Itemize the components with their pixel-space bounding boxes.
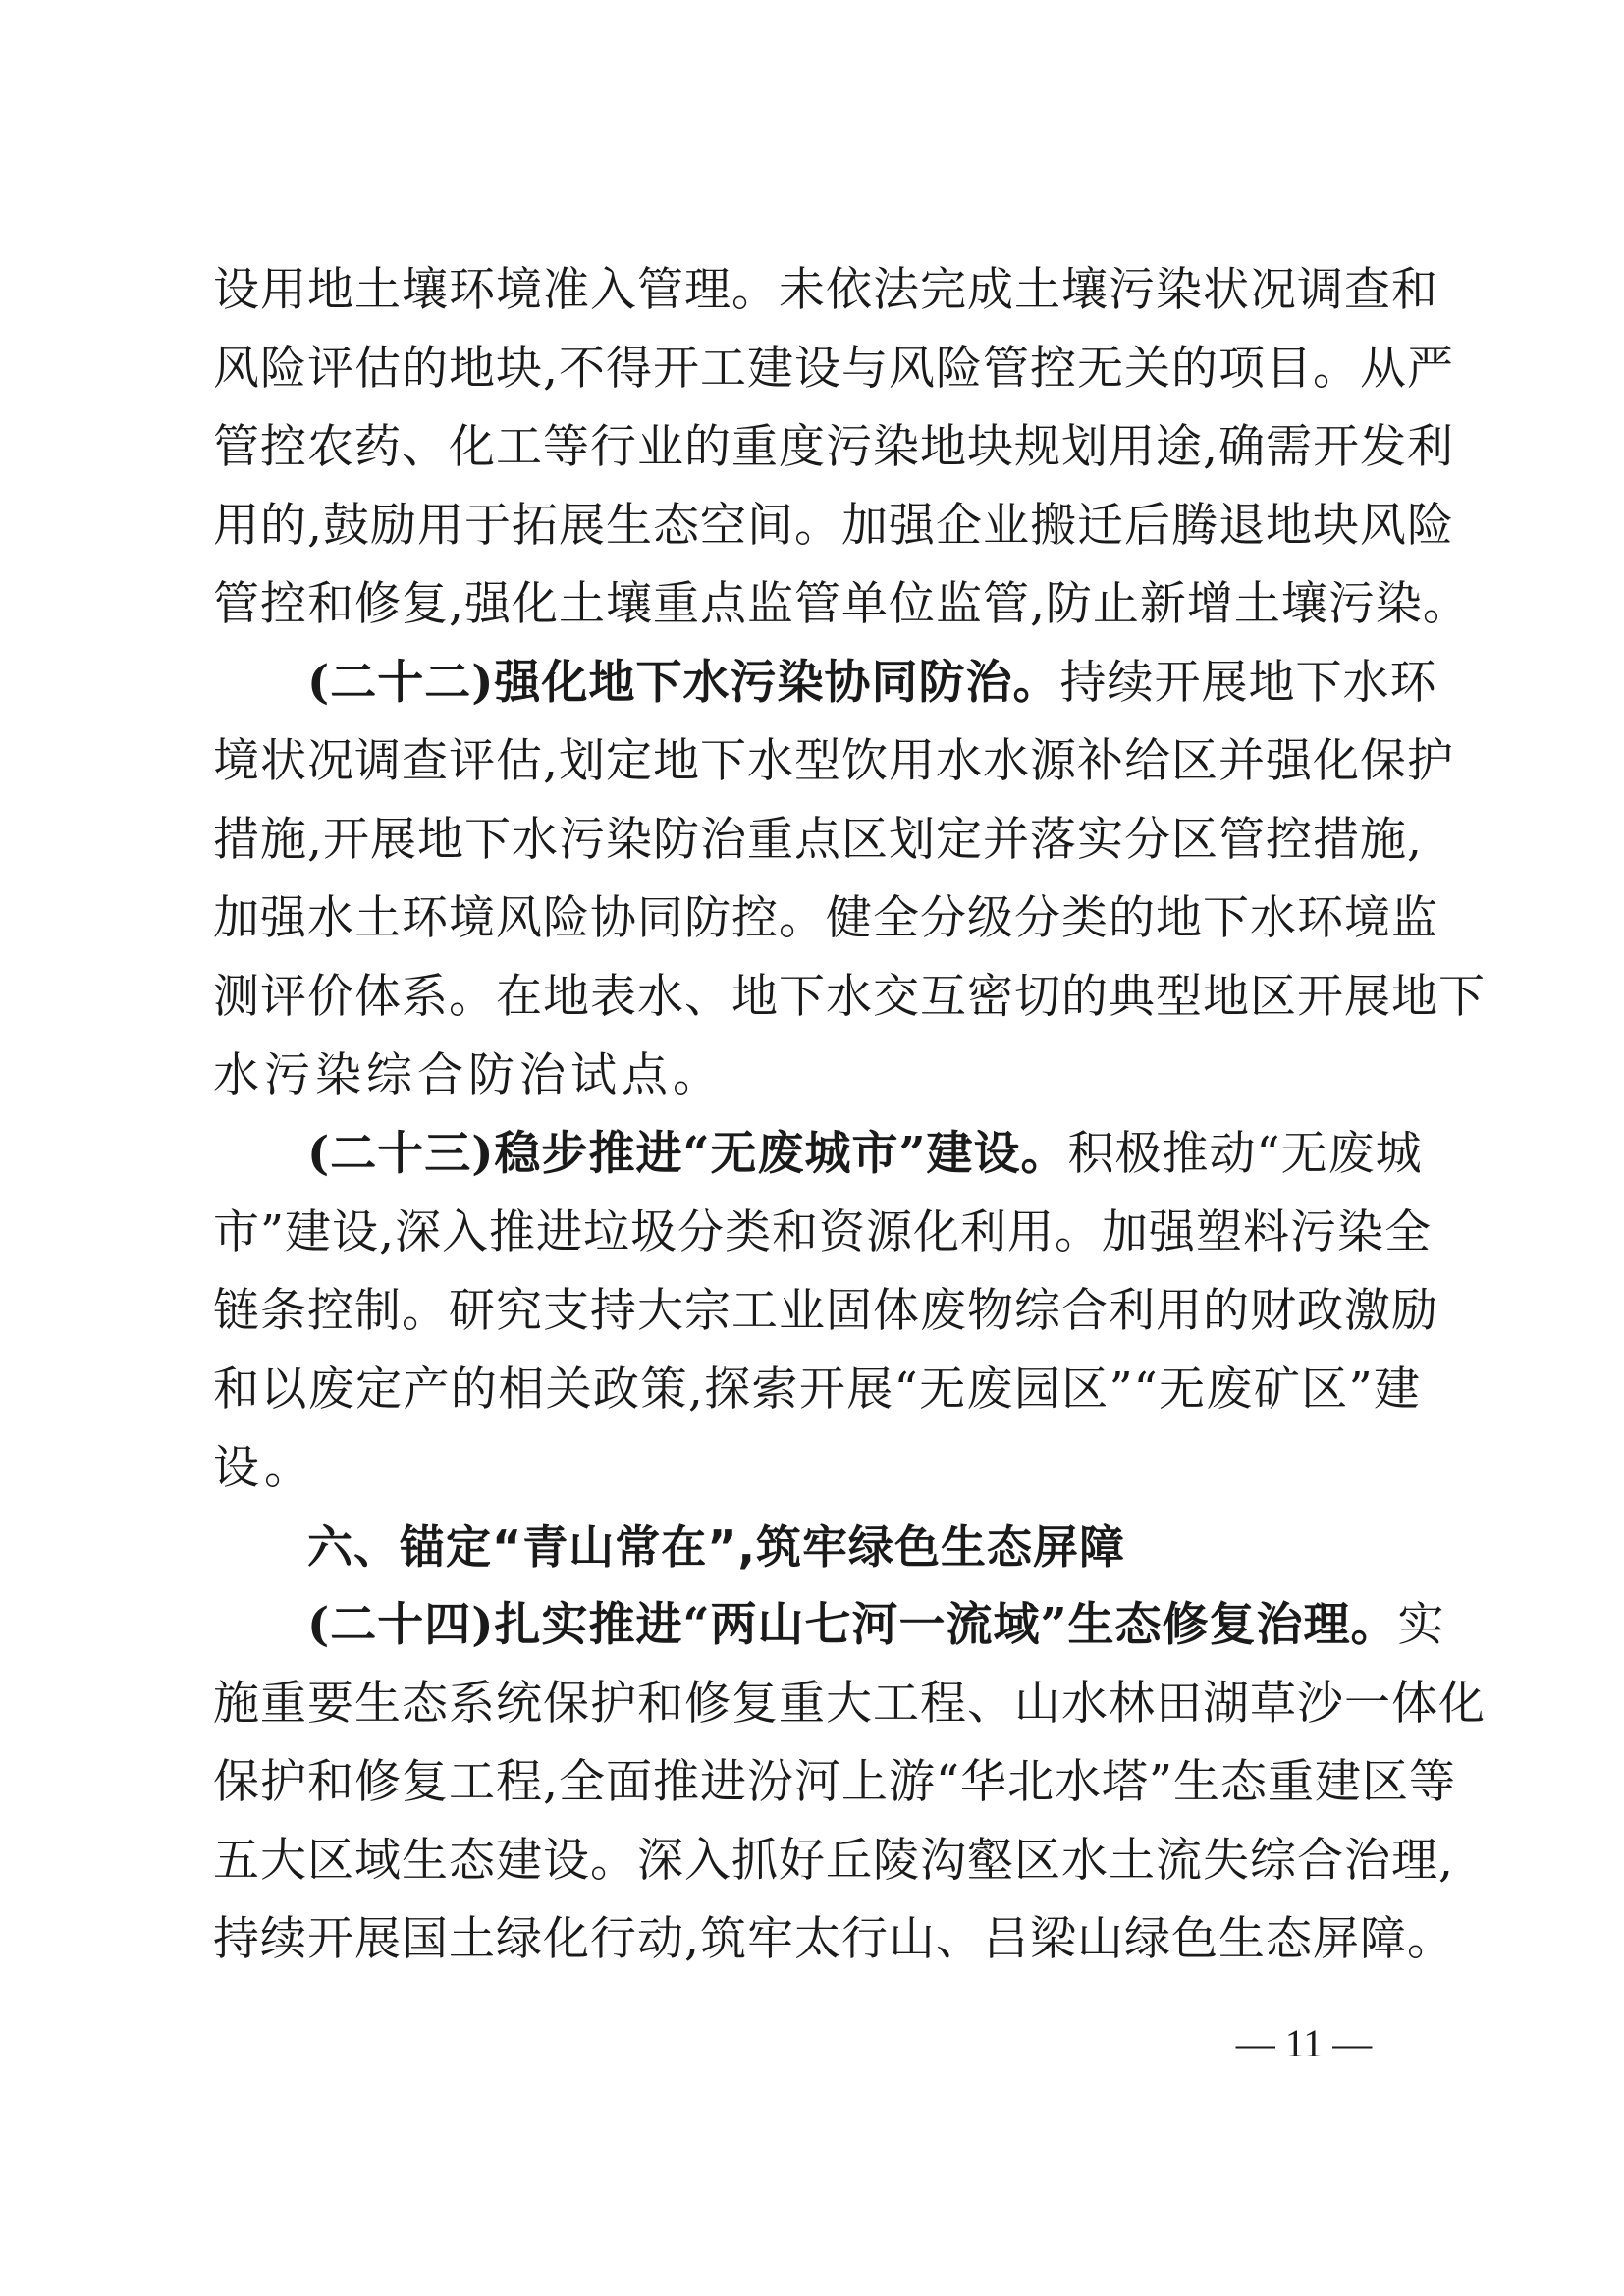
text-line: 和以废定产的相关政策,探索开展“无废园区”“无废矿区”建 bbox=[213, 1362, 1421, 1416]
text-line: 用的,鼓励用于拓展生态空间。加强企业搬迁后腾退地块风险 bbox=[213, 499, 1454, 553]
text-line: 措施,开展地下水污染防治重点区划定并落实分区管控措施, bbox=[213, 813, 1423, 867]
text-line: 境状况调查评估,划定地下水型饮用水水源补给区并强化保护 bbox=[213, 734, 1454, 788]
text-line: 设用地土壤环境准入管理。未依法完成土壤污染状况调查和 bbox=[213, 263, 1438, 317]
section-24-text: 实 bbox=[1397, 1598, 1445, 1652]
text-line: 五大区域生态建设。深入抓好丘陵沟壑区水土流失综合治理, bbox=[213, 1834, 1454, 1888]
section-23-first-line bbox=[307, 1117, 1421, 1192]
text-line: 测评价体系。在地表水、地下水交互密切的典型地区开展地下 bbox=[213, 970, 1486, 1024]
section-22-text: 持续开展地下水环 bbox=[1059, 656, 1437, 710]
text-line: 风险评估的地块,不得开工建设与风险管控无关的项目。从严 bbox=[213, 342, 1454, 396]
section-22-title: (二十二)强化地下水污染协同防治。 bbox=[307, 656, 1060, 710]
text-line: 加强水土环境风险协同防控。健全分级分类的地下水环境监 bbox=[213, 891, 1438, 945]
text-line: 施重要生态系统保护和修复重大工程、山水林田湖草沙一体化 bbox=[213, 1677, 1486, 1731]
text-line: 管控农药、化工等行业的重度污染地块规划用途,确需开发利 bbox=[213, 420, 1454, 474]
section-22-first-line bbox=[307, 646, 1437, 721]
section-23-title: (二十三)稳步推进“无废城市”建设。 bbox=[307, 1127, 1068, 1181]
page-number: — 11 — bbox=[1235, 2021, 1373, 2065]
text-line: 保护和修复工程,全面推进汾河上游“华北水塔”生态重建区等 bbox=[213, 1755, 1456, 1809]
text-line: 市”建设,深入推进垃圾分类和资源化利用。加强塑料污染全 bbox=[213, 1205, 1432, 1259]
text-line: 管控和修复,强化土壤重点监管单位监管,防止新增土壤污染。 bbox=[213, 577, 1470, 631]
section-24-first-line bbox=[307, 1588, 1445, 1663]
text-line: 持续开展国土绿化行动,筑牢太行山、吕梁山绿色生态屏障。 bbox=[213, 1912, 1454, 1966]
section-23-text: 积极推动“无废城 bbox=[1067, 1127, 1423, 1181]
text-line: 水污染综合防治试点。 bbox=[213, 1048, 724, 1102]
text-line: 链条控制。研究支持大宗工业固体废物综合利用的财政激励 bbox=[213, 1284, 1438, 1338]
chapter-heading-6: 六、锚定“青山常在”,筑牢绿色生态屏障 bbox=[307, 1521, 1125, 1574]
section-24-title: (二十四)扎实推进“两山七河一流域”生态修复治理。 bbox=[307, 1598, 1398, 1652]
text-line: 设。 bbox=[213, 1441, 315, 1495]
